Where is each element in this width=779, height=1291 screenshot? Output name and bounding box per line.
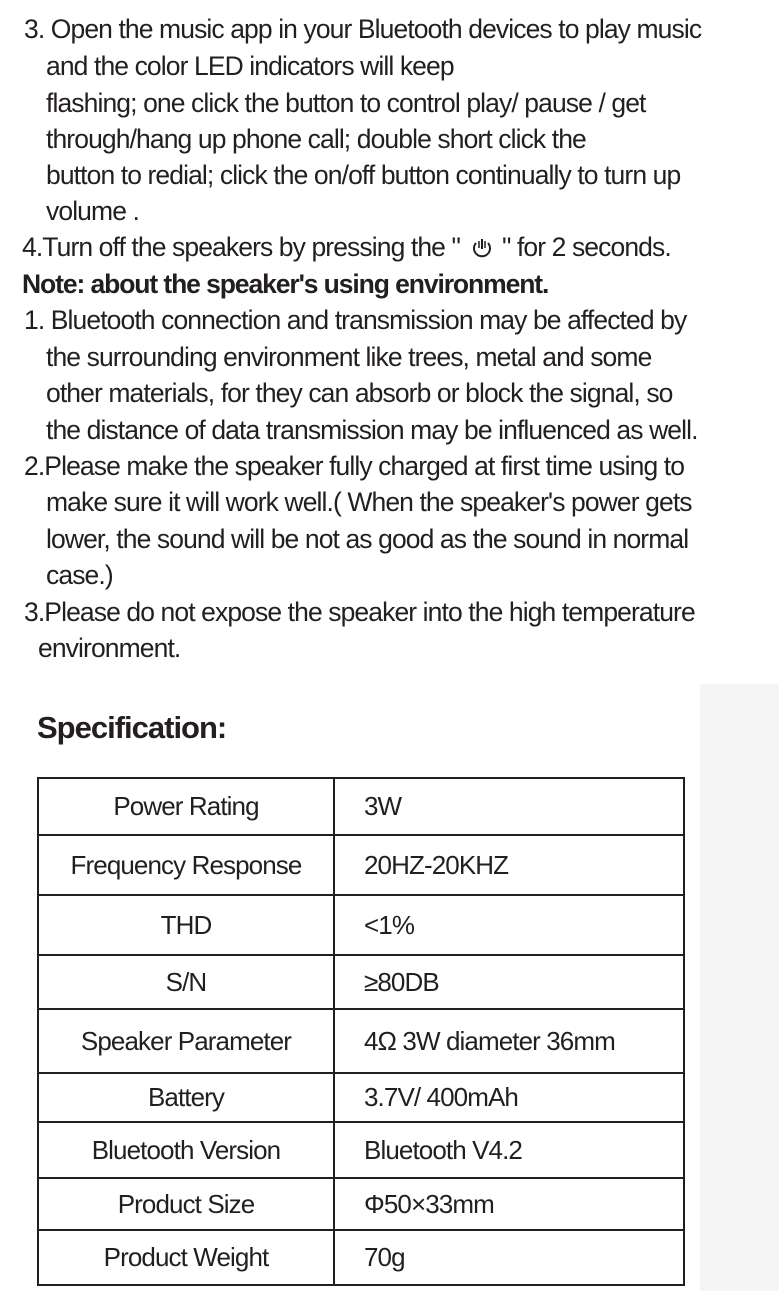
instruction-line: 1. Bluetooth connection and transmission may be affected by — [24, 305, 687, 335]
instruction-text: " for 2 seconds. — [502, 232, 671, 262]
instruction-line: 2.Please make the speaker fully charged at first time using to — [24, 451, 685, 481]
instruction-line: make sure it will work well.( When the speaker's power gets — [46, 487, 692, 517]
instruction-line: 3.Please do not expose the speaker into the high temperature — [24, 597, 695, 627]
spec-label: Power Rating — [38, 778, 334, 835]
spec-label: Product Size — [38, 1178, 334, 1230]
spec-value: 3W — [334, 778, 684, 835]
instruction-line: flashing; one click the button to control play/ pause / get — [46, 88, 646, 118]
spec-value: 4Ω 3W diameter 36mm — [334, 1009, 684, 1073]
instruction-line: button to redial; click the on/off button continually to turn up — [46, 160, 681, 190]
spec-label: Frequency Response — [38, 835, 334, 895]
spec-value: ≥80DB — [334, 955, 684, 1009]
spec-label: Bluetooth Version — [38, 1122, 334, 1178]
note-heading: Note: about the speaker's using environment. — [22, 269, 549, 299]
instruction-line: other materials, for they can absorb or block the signal, so — [46, 378, 673, 408]
instruction-line: volume . — [46, 196, 139, 226]
instruction-line: environment. — [38, 633, 181, 663]
spec-label: THD — [38, 895, 334, 955]
specification-title: Specification: — [37, 710, 227, 745]
spec-label: Product Weight — [38, 1230, 334, 1285]
spec-value: 3.7V/ 400mAh — [334, 1073, 684, 1122]
instruction-line: 3. Open the music app in your Bluetooth devices to play music — [24, 14, 702, 44]
power-icon — [468, 234, 496, 260]
table-row — [38, 1230, 684, 1285]
table-row — [38, 1009, 684, 1073]
table-row — [38, 1178, 684, 1230]
specification-panel — [0, 684, 700, 1291]
spec-label: Battery — [38, 1073, 334, 1122]
spec-value: 20HZ-20KHZ — [334, 835, 684, 895]
instruction-line: lower, the sound will be not as good as the sound in normal — [46, 524, 689, 554]
instruction-text: 4.Turn off the speakers by pressing the " — [22, 232, 460, 262]
instruction-line-power-off — [22, 229, 671, 265]
table-row — [38, 1122, 684, 1178]
instruction-line: the distance of data transmission may be influenced as well. — [46, 415, 698, 445]
instruction-line: and the color LED indicators will keep — [46, 51, 454, 81]
table-row — [38, 1073, 684, 1122]
spec-value: Bluetooth V4.2 — [334, 1122, 684, 1178]
instruction-line: through/hang up phone call; double short click the — [46, 124, 586, 154]
spec-label: S/N — [38, 955, 334, 1009]
instruction-line: case.) — [46, 560, 113, 590]
spec-label: Speaker Parameter — [38, 1009, 334, 1073]
spec-value: 70g — [334, 1230, 684, 1285]
spec-value: Φ50×33mm — [334, 1178, 684, 1230]
spec-value: <1% — [334, 895, 684, 955]
table-row — [38, 955, 684, 1009]
specification-table — [37, 777, 685, 1286]
table-row — [38, 895, 684, 955]
table-row — [38, 835, 684, 895]
table-row — [38, 778, 684, 835]
specification-section — [0, 684, 779, 1291]
instruction-line: the surrounding environment like trees, metal and some — [46, 342, 652, 372]
